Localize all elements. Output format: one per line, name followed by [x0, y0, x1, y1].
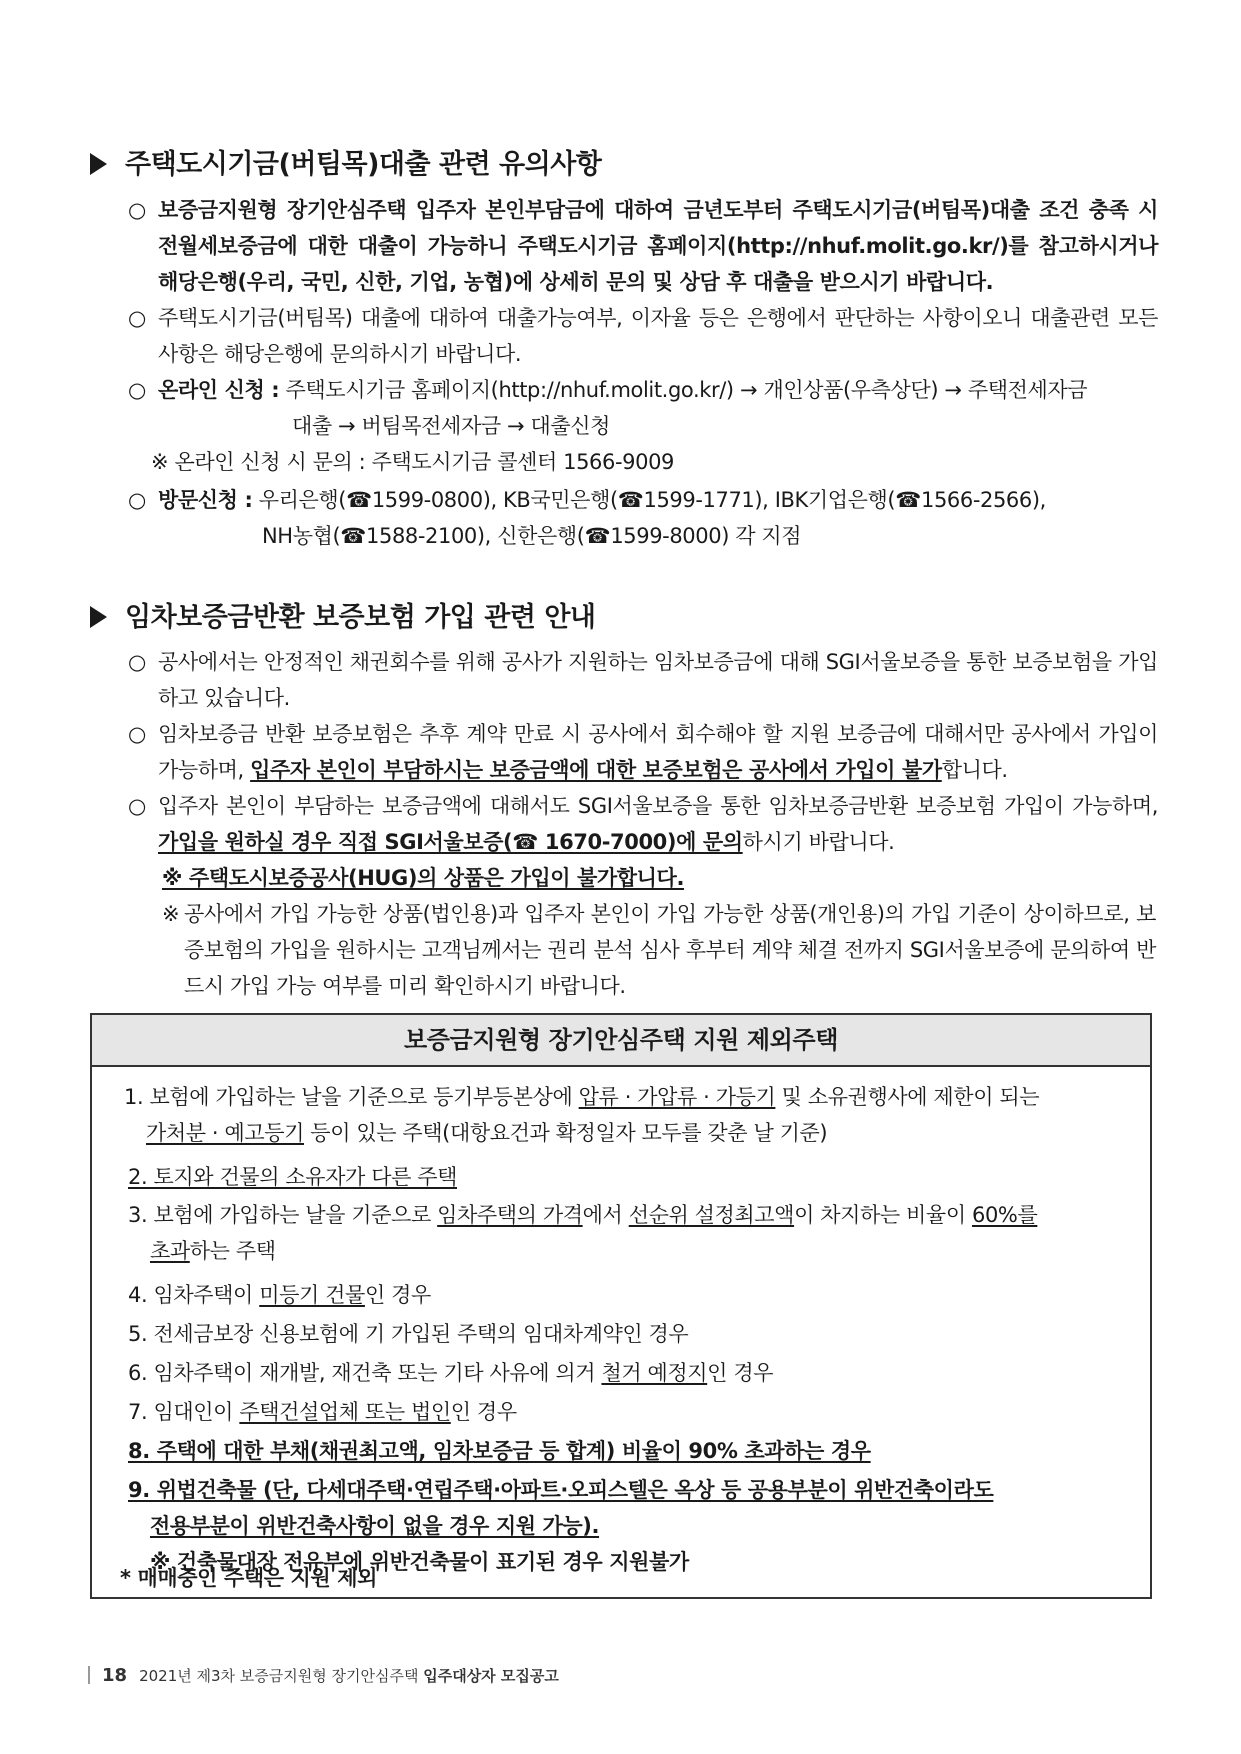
exclusion-footnote: * 매매중인 주택은 지원 제외 [120, 1566, 377, 1590]
section1-online [128, 372, 1158, 408]
exclusion-item-2: 2. 토지와 건물의 소유자가 다른 주택 [128, 1165, 458, 1189]
triangle-bullet-icon [90, 153, 107, 175]
circle-bullet-icon: ○ [128, 198, 146, 222]
section1-title: 주택도시기금(버팀목)대출 관련 유의사항 [90, 142, 601, 181]
online-note: ※ 온라인 신청 시 문의 : 주택도시기금 콜센터 1566-9009 [151, 450, 674, 474]
exclusion-item-9-note: ※ 건축물대장 전유부에 위반건축물이 표기된 경우 지원불가 [150, 1550, 689, 1574]
item2-emphasis: 입주자 본인이 부담하시는 보증금액에 대한 보증보험은 공사에서 가입이 불가 [250, 758, 942, 782]
exclusion-box-title: 보증금지원형 장기안심주택 지원 제외주택 [92, 1015, 1150, 1067]
circle-bullet-icon: ○ [128, 794, 146, 818]
online-line2: 대출 → 버팀목전세자금 → 대출신청 [292, 414, 611, 438]
visit-line1: 우리은행(☎1599-0800), KB국민은행(☎1599-1771), IBK기업은행(☎1566-2566), [258, 488, 1046, 512]
circle-bullet-icon: ○ [128, 488, 146, 512]
triangle-bullet-icon [90, 606, 107, 628]
item3-emphasis: 가입을 원하실 경우 직접 SGI서울보증(☎ 1670-7000)에 문의 [158, 830, 743, 854]
online-label: 온라인 신청 : [158, 378, 280, 402]
hug-note: ※ 주택도시보증공사(HUG)의 상품은 가입이 불가합니다. [162, 866, 685, 890]
product-note: ※ 공사에서 가입 가능한 상품(법인용)과 입주자 본인이 가입 가능한 상품(개인용)의 가입 기준이 상이하므로, 보증보험의 가입을 원하시는 고객님께서는 권리 분석 심사 후부터 계약 체결 전까지 SGI서울보증에 문의하여 반드시 가입 가능 여부를 미리 확인하시기 바랍니다. [162, 902, 1156, 998]
section1-item1: ○ 보증금지원형 장기안심주택 입주자 본인부담금에 대하여 금년도부터 주택도시기금(버팀목)대출 조건 충족 시 전월세보증금에 대한 대출이 가능하니 주택도시기금 홈페이지(http://nhuf.molit.go.kr/)를 참고하시거나 해당은행(우리, 국민, 신한, 기업, 농협)에 상세히 문의 및 상담 후 대출을 받으시기 바랍니다. [128, 192, 1158, 300]
section2-title: 임차보증금반환 보증보험 가입 관련 안내 [90, 595, 596, 634]
footer-title-bold: 입주대상자 모집공고 [423, 1667, 559, 1685]
visit-line2: NH농협(☎1588-2100), 신한은행(☎1599-8000) 각 지점 [262, 524, 802, 548]
exclusion-item-5: 5. 전세금보장 신용보험에 기 가입된 주택의 임대차계약인 경우 [128, 1322, 689, 1346]
section1-visit [128, 482, 1158, 518]
circle-bullet-icon: ○ [128, 378, 146, 402]
section2-item2: ○ 임차보증금 반환 보증보험은 추후 계약 만료 시 공사에서 회수해야 할 지원 보증금에 대해서만 공사에서 가입이 가능하며, 입주자 본인이 부담하시는 보증금액에 대한 보증보험은 공사에서 가입이 불가합니다. [128, 716, 1158, 788]
online-line1: 주택도시기금 홈페이지(http://nhuf.molit.go.kr/) → 개인상품(우측상단) → 주택전세자금 [285, 378, 1088, 402]
exclusion-item-9: 9. 위법건축물 (단, 다세대주택·연립주택·아파트·오피스텔은 옥상 등 공용부분이 위반건축이라도 전용부분이 위반건축사항이 없을 경우 지원 가능). ※ 건축물대장 전유부에 위반건축물이 표기된 경우 지원불가 [128, 1478, 994, 1574]
circle-bullet-icon: ○ [128, 306, 146, 330]
section1-item2: ○ 주택도시기금(버팀목) 대출에 대하여 대출가능여부, 이자율 등은 은행에서 판단하는 사항이오니 대출관련 모든 사항은 해당은행에 문의하시기 바랍니다. [128, 300, 1158, 372]
section2-item3: ○ 입주자 본인이 부담하는 보증금액에 대해서도 SGI서울보증을 통한 임차보증금반환 보증보험 가입이 가능하며, 가입을 원하실 경우 직접 SGI서울보증(☎ 1670-7000)에 문의하시기 바랍니다. [128, 788, 1158, 860]
footer-divider [88, 1666, 90, 1684]
exclusion-item-3: 3. 보험에 가입하는 날을 기준으로 임차주택의 가격에서 선순위 설정최고액이 차지하는 비율이 60%를 초과하는 주택 [128, 1203, 1038, 1263]
circle-bullet-icon: ○ [128, 722, 146, 746]
exclusion-item-4: 4. 임차주택이 미등기 건물인 경우 [128, 1283, 431, 1307]
page-number: 18 [102, 1665, 128, 1686]
page-footer [88, 1665, 559, 1686]
footer-title: 2021년 제3차 보증금지원형 장기안심주택 [139, 1667, 424, 1685]
exclusion-item-8: 8. 주택에 대한 부채(채권최고액, 임차보증금 등 합계) 비율이 90% 초과하는 경우 [128, 1439, 871, 1463]
circle-bullet-icon: ○ [128, 650, 146, 674]
exclusion-box [90, 1013, 1152, 1599]
section2-item1: ○ 공사에서는 안정적인 채권회수를 위해 공사가 지원하는 임차보증금에 대해 SGI서울보증을 통한 보증보험을 가입하고 있습니다. [128, 644, 1158, 716]
exclusion-item-1: 1. 보험에 가입하는 날을 기준으로 등기부등본상에 압류 · 가압류 · 가등기 및 소유권행사에 제한이 되는 가처분 · 예고등기 등이 있는 주택(대항요건과 확정일자 모두를 갖춘 날 기준) [124, 1085, 1040, 1145]
exclusion-item-6: 6. 임차주택이 재개발, 재건축 또는 기타 사유에 의거 철거 예정지인 경우 [128, 1361, 774, 1385]
visit-label: 방문신청 : [158, 488, 253, 512]
exclusion-item-7: 7. 임대인이 주택건설업체 또는 법인인 경우 [128, 1400, 517, 1424]
